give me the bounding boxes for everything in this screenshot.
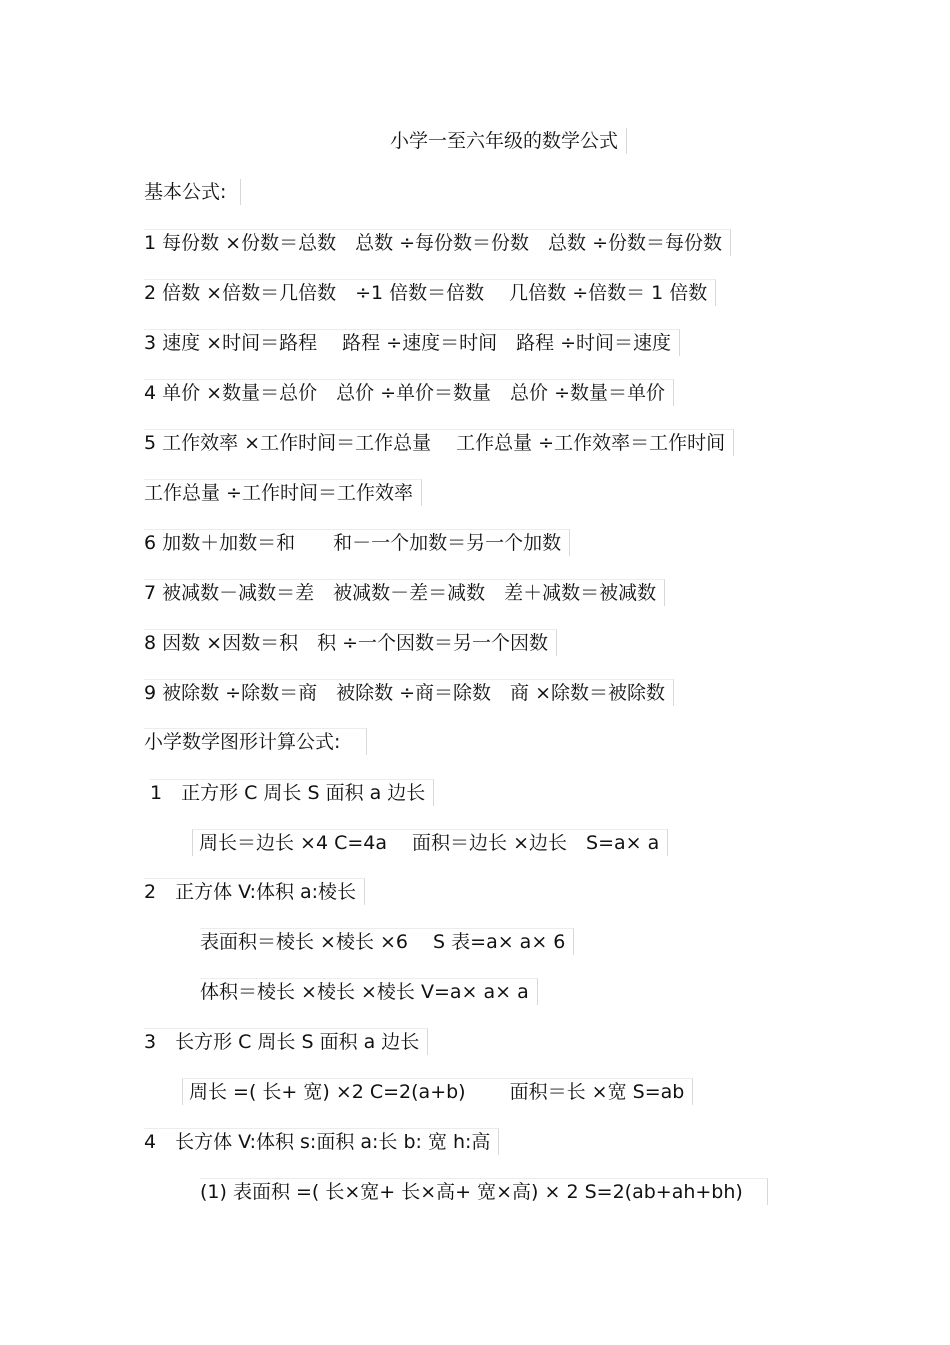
geometry-formulas-heading: 小学数学图形计算公式: bbox=[144, 728, 367, 755]
geometry-cube-definition: 2 正方体 V:体积 a:棱长 bbox=[144, 878, 365, 905]
geometry-cuboid-surface-area: (1) 表面积 =( 长×宽+ 长×高+ 宽×高) × 2 S=2(ab+ah+bh) bbox=[200, 1178, 768, 1205]
basic-formula-1: 1 每份数 ×份数＝总数 总数 ÷每份数＝份数 总数 ÷份数＝每份数 bbox=[144, 229, 731, 256]
basic-formula-8: 8 因数 ×因数＝积 积 ÷一个因数＝另一个因数 bbox=[144, 629, 557, 656]
geometry-square-formulas: 周长＝边长 ×4 C=4a 面积＝边长 ×边长 S=a× a bbox=[192, 829, 668, 856]
document-title: 小学一至六年级的数学公式 bbox=[390, 128, 627, 154]
basic-formula-5: 5 工作效率 ×工作时间＝工作总量 工作总量 ÷工作效率＝工作时间 bbox=[144, 429, 734, 456]
basic-formula-3: 3 速度 ×时间＝路程 路程 ÷速度＝时间 路程 ÷时间＝速度 bbox=[144, 329, 680, 356]
basic-formula-2: 2 倍数 ×倍数＝几倍数 ÷1 倍数＝倍数 几倍数 ÷倍数＝ 1 倍数 bbox=[144, 279, 716, 306]
geometry-square-definition: 1 正方形 C 周长 S 面积 a 边长 bbox=[150, 779, 434, 806]
basic-formula-4: 4 单价 ×数量＝总价 总价 ÷单价＝数量 总价 ÷数量＝单价 bbox=[144, 379, 674, 406]
basic-formula-9: 9 被除数 ÷除数＝商 被除数 ÷商＝除数 商 ×除数＝被除数 bbox=[144, 679, 674, 706]
basic-formulas-heading: 基本公式: bbox=[144, 179, 241, 205]
geometry-cube-volume: 体积＝棱长 ×棱长 ×棱长 V=a× a× a bbox=[200, 978, 538, 1005]
basic-formula-5-continued: 工作总量 ÷工作时间＝工作效率 bbox=[144, 479, 422, 506]
basic-formula-6: 6 加数＋加数＝和 和－一个加数＝另一个加数 bbox=[144, 529, 570, 556]
basic-formula-7: 7 被减数－减数＝差 被减数－差＝减数 差＋减数＝被减数 bbox=[144, 579, 665, 606]
geometry-rectangle-definition: 3 长方形 C 周长 S 面积 a 边长 bbox=[144, 1028, 428, 1055]
geometry-cube-surface-area: 表面积＝棱长 ×棱长 ×6 S 表=a× a× 6 bbox=[200, 928, 574, 955]
geometry-rectangle-formulas: 周长 =( 长+ 宽) ×2 C=2(a+b) 面积＝长 ×宽 S=ab bbox=[182, 1078, 693, 1105]
geometry-cuboid-definition: 4 长方体 V:体积 s:面积 a:长 b: 宽 h:高 bbox=[144, 1128, 499, 1155]
